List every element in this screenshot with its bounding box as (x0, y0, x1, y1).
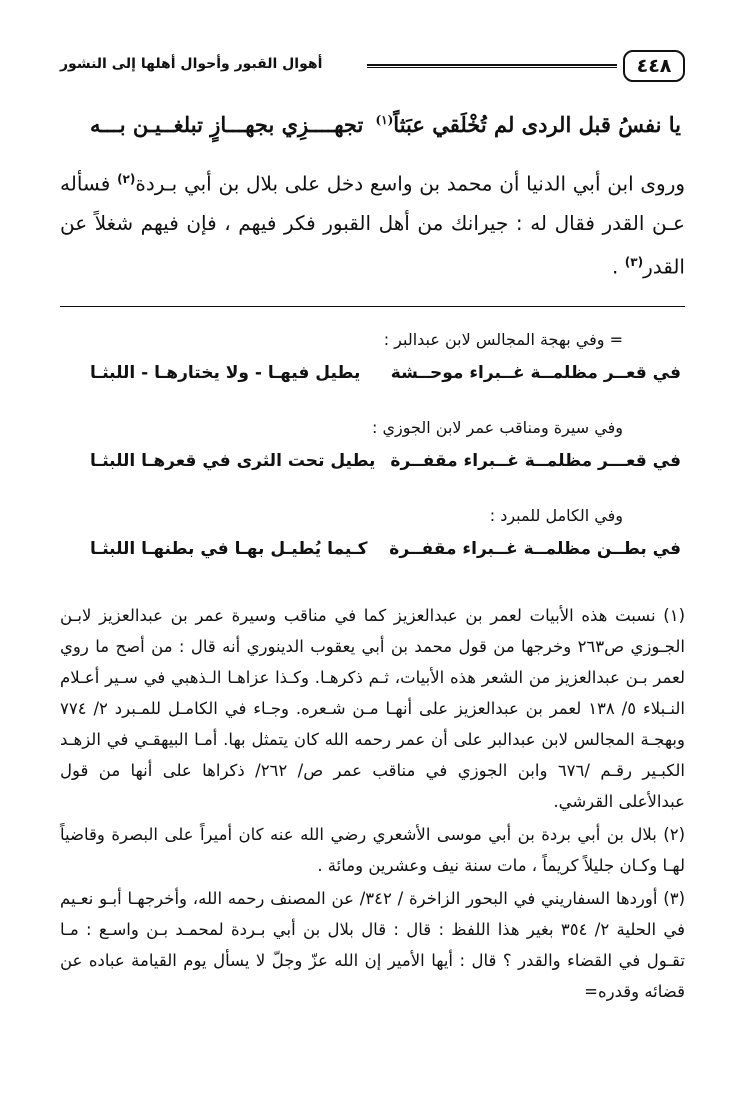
paragraph-end: . (612, 254, 625, 279)
verse-variants (60, 325, 685, 589)
verse-second-hemistich: تجهــــزِي بجهـــازٍ تبلغــيـن بـــه (90, 112, 364, 137)
variant-first-hemistich: في بطــن مظلمــة غــبراء مقفــرة (389, 539, 681, 559)
page-number: ٤٤٨ (623, 50, 685, 82)
footnote-ref-3[interactable]: (٣) (624, 254, 644, 269)
paragraph-text-1: وروى ابن أبي الدنيا أن محمد بن واسع دخل على بلال بن أبي بـردة (135, 171, 686, 196)
footnote-ref-2[interactable]: (٢) (117, 172, 136, 186)
variant-verse (60, 531, 685, 589)
main-text (60, 100, 685, 286)
variant-first-hemistich: في قعـــر مظلمــة غــبراء مقفــرة (390, 451, 681, 471)
variant-first-hemistich: في قعــر مظلمــة غــبراء موحــشة (390, 363, 681, 383)
running-title: أهوال القبور وأحوال أهلها إلى النشور (60, 56, 323, 72)
variant-second-hemistich: يطيل تحت الثرى في قعرهـا اللبثـا (90, 451, 376, 471)
footnote-ref-1[interactable]: (١) (375, 113, 394, 127)
variant-second-hemistich: يطيل فيهـا - ولا يختارهـا - اللبثـا (90, 363, 361, 383)
variant-intro: وفي الكامل للمبرد : (489, 506, 623, 525)
verse-first-text: يا نفسُ قبل الردى لم تُخْلَقي عبَثاً (393, 112, 681, 137)
paragraph-text-2: فسأله عـن القدر فقال له : جيرانك من أهل القبور فكر فيهم ، فإن فيهم شغلاً عن القدر (60, 171, 685, 279)
page-header (60, 48, 685, 88)
footnote-2: (٢) بلال بن أبي بردة بن أبي موسى الأشعري رضي الله عنه كان أميراً على البصرة وقاضياً لهـا وكـان جليلاً كريماً ، مات سنة نيف وعشرين ومائة . (60, 825, 685, 875)
variant-intro: = وفي بهجة المجالس لابن عبدالبر : (383, 330, 623, 349)
footnotes-section (60, 600, 685, 1007)
variant-second-hemistich: كـيما يُطيـل بهـا في بطنهـا اللبثـا (90, 539, 368, 559)
footnote-1: (١) نسبت هذه الأبيات لعمر بن عبدالعزيز كما في مناقب وسيرة عمر بن عبدالعزيز لابـن الجـوزي ص٢٦٣ وخرجها من قول محمد بن أبي يعقوب الدينوري أنه قال : من أصح ما روي لعمر بـن عبدالعزيز من الشعر هذه الأبيات، ثـم ذكرهـا. وكـذا عزاهـا الـذهبي في سـير أعـلام النـبلاء ٥/ ١٣٨ لعمر بن عبدالعزيز على أنهـا مـن شـعره. وجـاء في الكامـل للمـبرد ٢/ ٧٧٤ وبهجـة المجالس لابن عبدالبر على أن عمر رحمه الله كان يتمثل بها. أمـا البيهقـي في الزهـد الكبـير رقـم /٦٧٦ وابن الجوزي في مناقب عمر ص/ ٢٦٢/ ذكراها على أنها من قول عبدالأعلى القرشي. (60, 606, 685, 811)
main-paragraph (60, 160, 685, 286)
header-rule (367, 64, 617, 68)
footnote-divider (60, 306, 685, 307)
variant-verse (60, 355, 685, 413)
poem-verse (60, 100, 685, 160)
variant-verse (60, 443, 685, 501)
footnote-3: (٣) أوردها السفاريني في البحور الزاخرة / ٣٤٢/ عن المصنف رحمه الله، وأخرجهـا أبـو نعـيم في الحلية ٢/ ٣٥٤ بغير هذا اللفظ : قال : قال بلال بن أبي بـردة لمحمـد بـن واسـع : مـا تقـول في القضاء والقدر ؟ قال : أيها الأمير إن الله عزّ وجلّ لا يسأل يوم القيامة عباده عن قضائه وقدره= (60, 889, 685, 1001)
variant-intro: وفي سيرة ومناقب عمر لابن الجوزي : (372, 418, 623, 437)
verse-first-hemistich (375, 112, 681, 137)
